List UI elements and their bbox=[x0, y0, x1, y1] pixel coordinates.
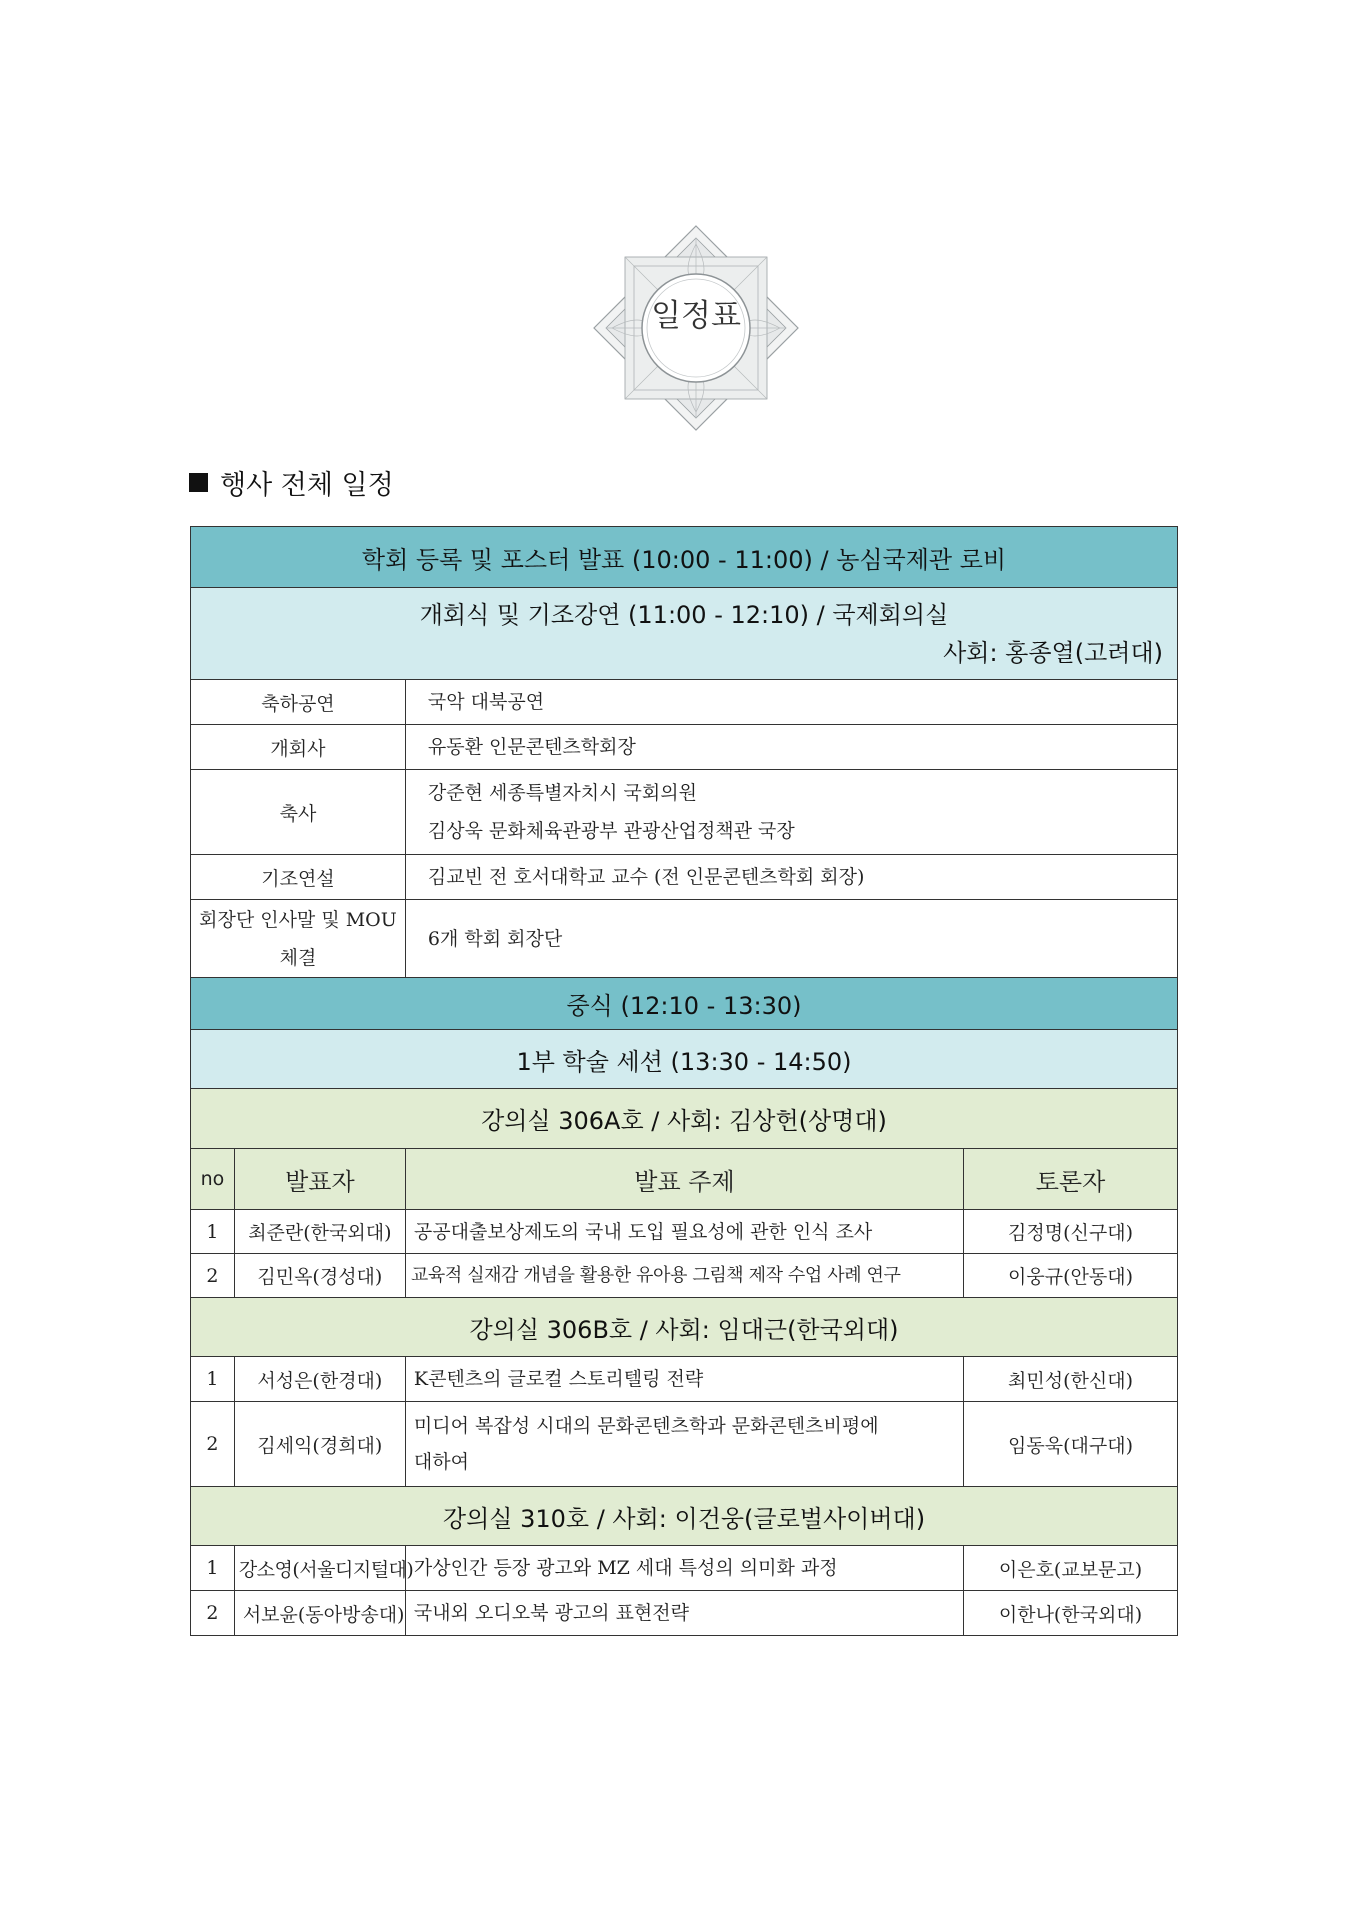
room-row bbox=[191, 1487, 1178, 1546]
row-number: 1 bbox=[191, 1546, 235, 1591]
topic: 가상인간 등장 광고와 MZ 세대 특성의 의미화 과정 bbox=[405, 1546, 963, 1591]
header-discussant: 토론자 bbox=[964, 1149, 1178, 1210]
discussant: 최민성(한신대) bbox=[964, 1357, 1178, 1402]
table-row bbox=[191, 1357, 1178, 1402]
table-row bbox=[191, 1402, 1178, 1487]
opening-item-line: 김상욱 문화체육관광부 관광산업정책관 국장 bbox=[427, 820, 795, 842]
schedule-table bbox=[190, 526, 1178, 1636]
opening-item-value: 김교빈 전 호서대학교 교수 (전 인문콘텐츠학회 회장) bbox=[405, 855, 1177, 900]
room-band: 강의실 306A호 / 사회: 김상헌(상명대) bbox=[191, 1089, 1178, 1149]
topic: 국내외 오디오북 광고의 표현전략 bbox=[405, 1591, 963, 1636]
room-row bbox=[191, 1089, 1178, 1149]
topic-line: 대하여 bbox=[413, 1451, 469, 1473]
opening-item-row bbox=[191, 770, 1178, 855]
table-row bbox=[191, 1210, 1178, 1254]
presenter: 최준란(한국외대) bbox=[234, 1210, 405, 1254]
opening-item-value: 6개 학회 회장단 bbox=[405, 900, 1177, 978]
header-topic: 발표 주제 bbox=[405, 1149, 963, 1210]
discussant: 임동욱(대구대) bbox=[964, 1402, 1178, 1487]
column-header-row bbox=[191, 1149, 1178, 1210]
lunch-band: 중식 (12:10 - 13:30) bbox=[191, 978, 1178, 1030]
registration-row bbox=[191, 527, 1178, 588]
presenter: 강소영(서울디지털대) bbox=[234, 1546, 405, 1591]
room-band: 강의실 310호 / 사회: 이건웅(글로벌사이버대) bbox=[191, 1487, 1178, 1546]
presenter: 서성은(한경대) bbox=[234, 1357, 405, 1402]
discussant: 이은호(교보문고) bbox=[964, 1546, 1178, 1591]
table-row bbox=[191, 1591, 1178, 1636]
opening-item-value: 유동환 인문콘텐츠학회장 bbox=[405, 725, 1177, 770]
opening-item-label: 개회사 bbox=[191, 725, 406, 770]
opening-item-row bbox=[191, 855, 1178, 900]
opening-item-label bbox=[191, 900, 406, 978]
session-band: 1부 학술 세션 (13:30 - 14:50) bbox=[191, 1030, 1178, 1089]
row-number: 1 bbox=[191, 1357, 235, 1402]
opening-item-label: 축사 bbox=[191, 770, 406, 855]
discussant: 이웅규(안동대) bbox=[964, 1254, 1178, 1298]
topic-line: 미디어 복잡성 시대의 문화콘텐츠학과 문화콘텐츠비평에 bbox=[413, 1415, 879, 1437]
opening-row bbox=[191, 588, 1178, 680]
topic: 교육적 실재감 개념을 활용한 유아용 그림책 제작 수업 사례 연구 bbox=[405, 1254, 963, 1298]
emblem-title: 일정표 bbox=[651, 298, 741, 334]
opening-item-label-line: 체결 bbox=[279, 946, 317, 969]
opening-host: 사회: 홍종열(고려대) bbox=[943, 638, 1163, 667]
room-row bbox=[191, 1298, 1178, 1357]
opening-item-row bbox=[191, 680, 1178, 725]
section-title: 행사 전체 일정 bbox=[220, 470, 394, 501]
table-row bbox=[191, 1546, 1178, 1591]
opening-item-value bbox=[405, 770, 1177, 855]
opening-item-row bbox=[191, 725, 1178, 770]
opening-item-label: 기조연설 bbox=[191, 855, 406, 900]
session-row bbox=[191, 1030, 1178, 1089]
room-band: 강의실 306B호 / 사회: 임대근(한국외대) bbox=[191, 1298, 1178, 1357]
topic: K콘텐츠의 글로컬 스토리텔링 전략 bbox=[405, 1357, 963, 1402]
topic bbox=[405, 1402, 963, 1487]
row-number: 2 bbox=[191, 1254, 235, 1298]
row-number: 2 bbox=[191, 1402, 235, 1487]
discussant: 김정명(신구대) bbox=[964, 1210, 1178, 1254]
header-no: no bbox=[191, 1149, 235, 1210]
opening-item-line: 강준현 세종특별자치시 국회의원 bbox=[427, 782, 697, 804]
opening-band bbox=[191, 588, 1178, 680]
opening-item-label: 축하공연 bbox=[191, 680, 406, 725]
presenter: 서보윤(동아방송대) bbox=[234, 1591, 405, 1636]
opening-item-value: 국악 대북공연 bbox=[405, 680, 1177, 725]
row-number: 1 bbox=[191, 1210, 235, 1254]
row-number: 2 bbox=[191, 1591, 235, 1636]
topic: 공공대출보상제도의 국내 도입 필요성에 관한 인식 조사 bbox=[405, 1210, 963, 1254]
registration-band: 학회 등록 및 포스터 발표 (10:00 - 11:00) / 농심국제관 로비 bbox=[191, 527, 1178, 588]
opening-item-row bbox=[191, 900, 1178, 978]
table-row bbox=[191, 1254, 1178, 1298]
section-heading bbox=[189, 463, 394, 502]
presenter: 김세익(경희대) bbox=[234, 1402, 405, 1487]
header-presenter: 발표자 bbox=[234, 1149, 405, 1210]
lunch-row bbox=[191, 978, 1178, 1030]
presenter: 김민옥(경성대) bbox=[234, 1254, 405, 1298]
square-bullet-icon bbox=[189, 473, 208, 492]
opening-item-label-line: 회장단 인사말 및 MOU bbox=[199, 908, 397, 931]
opening-title: 개회식 및 기조강연 (11:00 - 12:10) / 국제회의실 bbox=[419, 600, 949, 629]
discussant: 이한나(한국외대) bbox=[964, 1591, 1178, 1636]
